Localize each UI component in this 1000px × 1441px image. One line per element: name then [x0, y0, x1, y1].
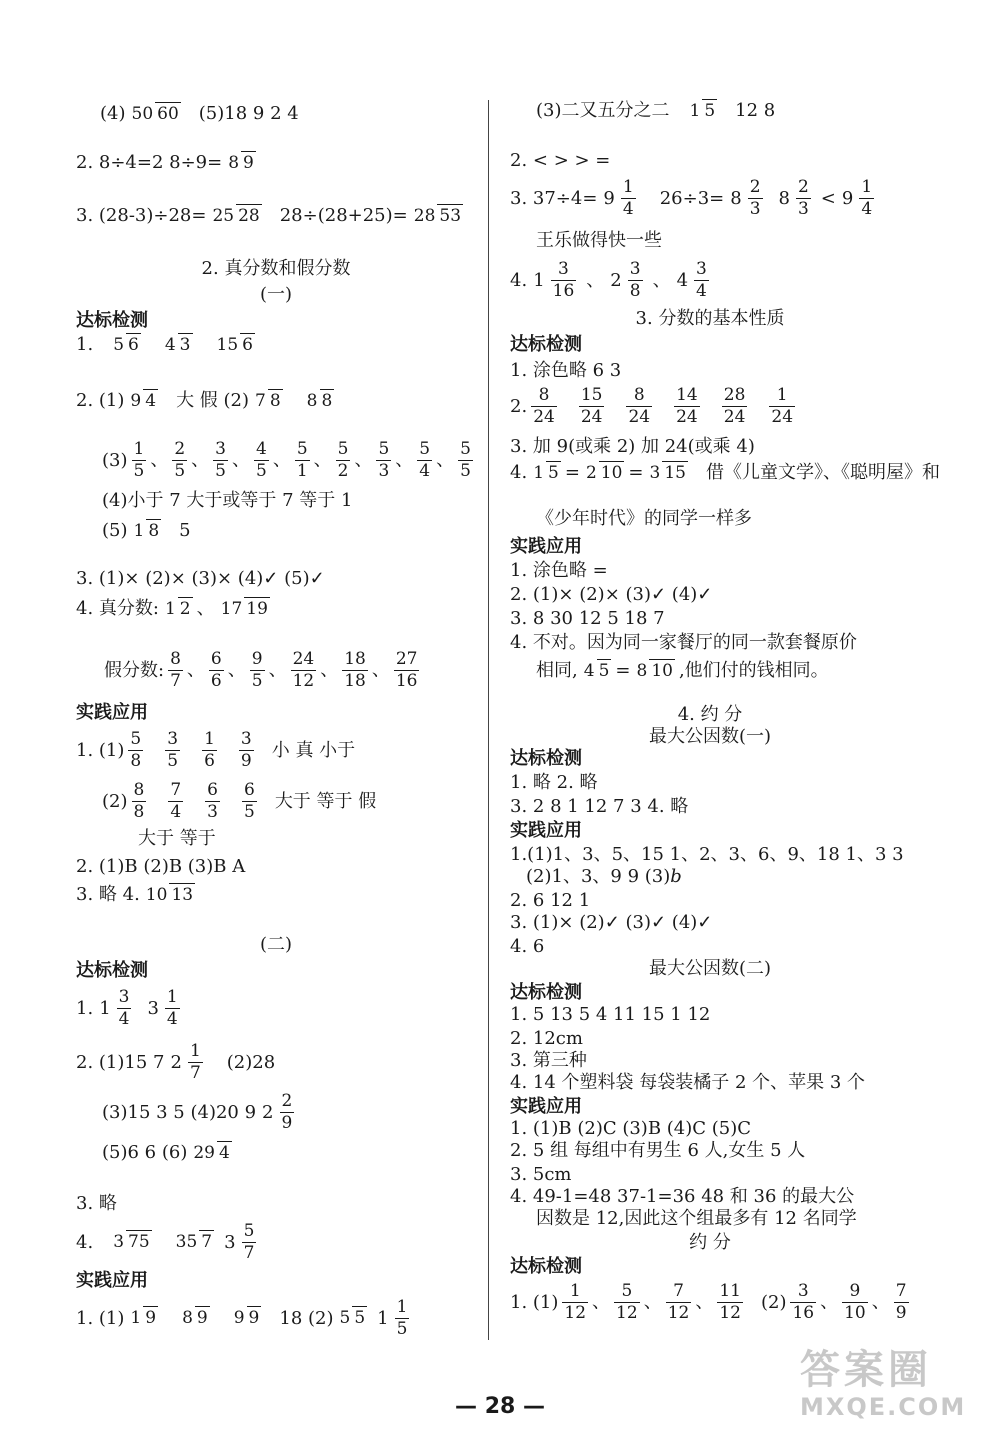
- fraction: 1 2: [164, 598, 191, 619]
- fraction-list: $\frac{3}{16}$ 、 $\frac{9}{10}$ 、 $\frac{7}{9}$: [792, 1281, 907, 1323]
- answer-line: 4. 3 75 35 7 3 $\frac{5}{7}$: [76, 1222, 266, 1263]
- answer-line: 3. (28-3)÷28= 25 28 28÷(28+25)= 28 53: [76, 205, 462, 226]
- heading-shijian: 实践应用: [76, 1270, 148, 1291]
- fraction: $\frac{7}{9}$: [895, 1281, 907, 1323]
- fraction: 8 9: [182, 1308, 208, 1328]
- section-title: 3. 分数的基本性质: [635, 308, 785, 329]
- fraction: $\frac{5}{8}$: [130, 729, 142, 771]
- fraction: 17 19: [220, 598, 268, 619]
- fraction: $\frac{7}{4}$: [170, 780, 182, 822]
- answer-line: 3. 加 9(或乘 2) 加 24(或乘 4): [510, 436, 755, 457]
- mixed-number: 1 $\frac{3}{16}$: [533, 259, 575, 301]
- fraction: 7 8: [255, 390, 281, 411]
- mixed-number: 2 $\frac{3}{8}$: [610, 259, 641, 301]
- answer-line: 2. $\frac{8}{24}$ $\frac{15}{24}$ $\frac{8}{24}$ $\frac{14}{24}$ $\frac{28}{24}$ $\frac{1}{24}$: [510, 386, 799, 427]
- fraction: 5 5: [339, 1308, 366, 1328]
- answer-line: 1. 略 2. 略: [510, 772, 598, 793]
- heading-shijian: 实践应用: [76, 702, 148, 723]
- fraction: 1 9: [130, 1308, 157, 1328]
- answer-line: 2. 6 12 1: [510, 890, 591, 911]
- fraction: 3 75: [113, 1232, 150, 1252]
- fraction: $\frac{1}{12}$: [564, 1281, 587, 1323]
- answer-line: 2. (1)15 7 2 $\frac{1}{7}$ (2)28: [76, 1041, 276, 1083]
- fraction: $\frac{5}{1}$: [296, 439, 308, 481]
- answer-line: (4) 50 60 (5)18 9 2 4: [100, 103, 299, 124]
- fraction: $\frac{6}{3}$: [207, 780, 218, 822]
- fraction: 4 5: [583, 660, 610, 681]
- fraction: $\frac{1}{6}$: [204, 729, 215, 771]
- fraction: 1 5: [533, 462, 559, 483]
- mixed-number: 3 $\frac{5}{7}$: [224, 1221, 255, 1263]
- answer-line: 《少年时代》的同学一样多: [536, 508, 752, 529]
- fraction: $\frac{3}{16}$: [792, 1281, 815, 1323]
- answer-line: 3. 5cm: [510, 1164, 572, 1185]
- answer-line: 3. (1)× (2)✓ (3)✓ (4)✓: [510, 912, 713, 933]
- mixed-number: 2 $\frac{2}{9}$: [262, 1091, 293, 1133]
- fraction: $\frac{3}{5}$: [167, 729, 179, 771]
- fraction-list: [124, 730, 257, 771]
- fraction: 8 9: [228, 152, 254, 173]
- fraction: $\frac{24}{12}$: [292, 649, 315, 691]
- answer-line: 1.(1)1、3、5、15 1、2、3、6、9、18 1、3 3: [510, 844, 904, 865]
- answer-line: 1. (1) $\frac{5}{8}$ $\frac{3}{5}$ $\frac{1}{6}$ $\frac{3}{9}$ 小 真 小于: [76, 729, 356, 771]
- answer-line: (5)6 6 (6) 29 4: [102, 1142, 230, 1163]
- fraction: 50 60: [131, 103, 179, 124]
- fraction: 9 4: [130, 390, 157, 411]
- answer-line: 因数是 12,因此这个组最多有 12 名同学: [536, 1208, 857, 1229]
- fraction-list: $\frac{1}{12}$ 、 $\frac{5}{12}$ 、 $\frac{7}{12}$ 、 $\frac{11}{12}$: [564, 1281, 741, 1323]
- answer-line: 1. (1)B (2)C (3)B (4)C (5)C: [510, 1118, 752, 1139]
- answer-line: 1. (1) $\frac{1}{12}$ 、 $\frac{5}{12}$ 、 $\frac{7}{12}$ 、 $\frac{11}{12}$ (2) $\frac{3}{16}$ 、 $\frac{9}{10}$ 、 $\frac{7}{9}$: [510, 1282, 913, 1323]
- left-column: [0, 0, 470, 1441]
- fraction: 8 10: [636, 660, 673, 681]
- fraction: 28 53: [413, 205, 462, 226]
- answer-line: 1. 1 $\frac{3}{4}$ 3 $\frac{1}{4}$: [76, 988, 190, 1029]
- answer-line: 大于 等于: [138, 828, 216, 849]
- fraction: $\frac{8}{8}$: [133, 780, 145, 822]
- fraction: $\frac{5}{3}$: [378, 439, 390, 481]
- fraction: $\frac{3}{9}$: [240, 729, 252, 771]
- heading-shijian: 实践应用: [510, 1096, 582, 1117]
- fraction: 4 3: [164, 334, 191, 355]
- subsection-title: (一): [259, 284, 293, 305]
- fraction: $\frac{5}{4}$: [419, 439, 431, 481]
- fraction: $\frac{2}{5}$: [174, 439, 186, 481]
- fraction-list: [128, 781, 261, 822]
- fraction: $\frac{9}{10}$: [844, 1281, 866, 1323]
- answer-line: 王乐做得快一些: [536, 230, 662, 251]
- section-title: 4. 约 分: [677, 704, 743, 725]
- fraction: $\frac{14}{24}$: [676, 385, 698, 427]
- fraction: $\frac{1}{5}$: [133, 439, 145, 481]
- answer-line: 2. < > > =: [510, 150, 611, 171]
- watermark-logo: 答案圈 MXQE.COM: [800, 1347, 967, 1421]
- heading-dabiao: 达标检测: [76, 960, 148, 981]
- mixed-number: 2 $\frac{1}{7}$: [170, 1041, 201, 1083]
- answer-line: 2. 8÷4=2 8÷9= 8 9: [76, 152, 254, 173]
- answer-line: (3)15 3 5 (4)20 9 2 $\frac{2}{9}$: [102, 1092, 304, 1133]
- answer-line: 4. 49-1=48 37-1=36 48 和 36 的最大公: [510, 1186, 855, 1207]
- answer-line: (2)1、3、9 9 (3) b: [526, 866, 682, 887]
- answer-line: (4)小于 7 大于或等于 7 等于 1: [102, 490, 353, 511]
- subsection-title: 最大公因数(一): [648, 726, 772, 747]
- answer-line: 4. 6: [510, 936, 545, 957]
- answer-line: 2. (1)B (2)B (3)B A: [76, 856, 246, 877]
- subsection-title: (二): [259, 934, 293, 955]
- fraction: $\frac{3}{5}$: [215, 439, 226, 481]
- mixed-number: 8 $\frac{2}{3}$: [730, 177, 761, 219]
- column-divider: [488, 100, 489, 1340]
- fraction: 15 6: [216, 334, 253, 355]
- fraction: $\frac{7}{12}$: [667, 1281, 690, 1323]
- fraction: $\frac{28}{24}$: [723, 385, 746, 427]
- answer-line: 3. (1)× (2)× (3)× (4)✓ (5)✓: [76, 568, 325, 589]
- answer-line: 1. 涂色略 =: [510, 560, 608, 581]
- fraction: 29 4: [193, 1142, 230, 1163]
- fraction: $\frac{6}{6}$: [210, 649, 222, 691]
- mixed-number: 8 $\frac{2}{3}$: [778, 177, 809, 219]
- fraction: 3 15: [649, 462, 686, 483]
- mixed-number: 9 $\frac{1}{4}$: [603, 177, 634, 219]
- mixed-number: 9 $\frac{1}{4}$: [841, 177, 873, 219]
- heading-shijian: 实践应用: [510, 820, 582, 841]
- fraction: $\frac{6}{5}$: [243, 780, 255, 822]
- answer-line: 3. 8 30 12 5 18 7: [510, 608, 665, 629]
- answer-line: (3)二又五分之二 1 5 12 8: [536, 100, 776, 121]
- section-title: 约 分: [689, 1232, 731, 1253]
- answer-line: 4. 1 5 = 2 10 = 3 15 借《儿童文学》、《聪明屋》和: [510, 462, 940, 483]
- mixed-number: 1 $\frac{3}{4}$: [99, 987, 130, 1029]
- fraction: 1 8: [133, 520, 160, 541]
- section-title: 2. 真分数和假分数: [201, 258, 351, 279]
- answer-line: 4. 1 $\frac{3}{16}$ 、 2 $\frac{3}{8}$ 、 4 $\frac{3}{4}$: [510, 260, 719, 301]
- heading-dabiao: 达标检测: [510, 334, 582, 355]
- answer-line: 3. 2 8 1 12 7 3 4. 略: [510, 796, 689, 817]
- heading-shijian: 实践应用: [510, 536, 582, 557]
- heading-dabiao: 达标检测: [510, 1256, 582, 1277]
- fraction: $\frac{9}{5}$: [251, 649, 263, 691]
- fraction-list: $\frac{1}{5}$ 、 $\frac{2}{5}$ 、 $\frac{3}{5}$ 、 $\frac{4}{5}$ 、 $\frac{5}{1}$ 、 $\frac{5}{2}$ 、 $\frac{5}{3}$ 、 $\frac{5}{4}$ 、 $\frac{5}{5}$: [133, 439, 471, 481]
- fraction: $\frac{8}{24}$: [628, 385, 651, 427]
- fraction: $\frac{5}{12}$: [616, 1281, 638, 1323]
- fraction: $\frac{8}{7}$: [170, 649, 181, 691]
- fraction: 25 28: [212, 205, 260, 226]
- mixed-number: 4 $\frac{3}{4}$: [676, 259, 707, 301]
- answer-line: 2. 5 组 每组中有男生 6 人,女生 5 人: [510, 1140, 806, 1161]
- fraction: $\frac{18}{18}$: [344, 649, 366, 691]
- answer-line: 假分数: $\frac{8}{7}$ 、 $\frac{6}{6}$ 、 $\frac{9}{5}$ 、 $\frac{24}{12}$ 、 $\frac{18}{18}$ 、 $\frac{27}{16}$: [104, 650, 423, 691]
- answer-line: 1. (1) 1 9 8 9 9 9 18 (2) 5 5 1 $\frac{1}{5}$: [76, 1298, 419, 1339]
- fraction: 2 10: [585, 462, 623, 483]
- fraction: $\frac{4}{5}$: [255, 439, 267, 481]
- answer-line: 3. 略: [76, 1193, 117, 1214]
- fraction: $\frac{1}{24}$: [771, 385, 794, 427]
- heading-dabiao: 达标检测: [510, 982, 582, 1003]
- subsection-title: 最大公因数(二): [648, 958, 772, 979]
- answer-line: 3. 第三种: [510, 1050, 587, 1071]
- fraction: $\frac{5}{5}$: [460, 439, 471, 481]
- heading-dabiao: 达标检测: [510, 748, 582, 769]
- fraction: $\frac{15}{24}$: [580, 385, 603, 427]
- fraction: $\frac{11}{12}$: [719, 1281, 741, 1323]
- fraction: 9 9: [233, 1308, 260, 1328]
- answer-line: (2) $\frac{8}{8}$ $\frac{7}{4}$ $\frac{6}{3}$ $\frac{6}{5}$ 大于 等于 假: [102, 780, 377, 822]
- page-number: — 28 —: [455, 1394, 545, 1419]
- answer-line: 2. (1) 9 4 大 假 (2) 7 8 8 8: [76, 390, 333, 411]
- fraction-list: [527, 386, 799, 427]
- answer-line: 2. 12cm: [510, 1028, 583, 1049]
- fraction: 5 6: [113, 334, 139, 355]
- fraction-list: $\frac{8}{7}$ 、 $\frac{6}{6}$ 、 $\frac{9}{5}$ 、 $\frac{24}{12}$ 、 $\frac{18}{18}$ 、 $\frac{27}{16}$: [170, 649, 418, 691]
- answer-line: 4. 不对。因为同一家餐厅的同一款套餐原价: [510, 632, 857, 653]
- answer-line: 1. 5 6 4 3 15 6: [76, 334, 253, 355]
- answer-line: 2. (1)× (2)× (3)✓ (4)✓: [510, 584, 713, 605]
- fraction: 35 7: [175, 1232, 213, 1252]
- answer-line: (5) 1 8 5: [102, 520, 191, 541]
- fraction: 1 5: [689, 100, 716, 121]
- heading-dabiao: 达标检测: [76, 310, 148, 331]
- answer-line: 1. 涂色略 6 3: [510, 360, 622, 381]
- fraction: $\frac{27}{16}$: [395, 649, 418, 691]
- answer-line: 4. 14 个塑料袋 每袋装橘子 2 个、苹果 3 个: [510, 1072, 866, 1093]
- mixed-number: 1 $\frac{1}{5}$: [377, 1297, 408, 1339]
- fraction: $\frac{5}{2}$: [337, 439, 349, 481]
- answer-line: (3) $\frac{1}{5}$ 、 $\frac{2}{5}$ 、 $\frac{3}{5}$ 、 $\frac{4}{5}$ 、 $\frac{5}{1}$ 、 $\frac{5}{2}$ 、 $\frac{5}{3}$ 、 $\frac{5}{4}$ 、 $\frac{5}{5}$: [102, 440, 477, 481]
- answer-line: 相同, 4 5 = 8 10 ,他们付的钱相同。: [536, 660, 829, 681]
- answer-line: 3. 略 4. 10 13: [76, 884, 194, 905]
- fraction: $\frac{8}{24}$: [533, 385, 555, 427]
- fraction: 10 13: [145, 884, 194, 905]
- answer-line: 1. 5 13 5 4 11 15 1 12: [510, 1004, 711, 1025]
- answer-line: 3. 37÷4= 9 $\frac{1}{4}$ 26÷3= 8 $\frac{2}{3}$ 8 $\frac{2}{3}$ < 9 $\frac{1}{4}$: [510, 178, 884, 219]
- answer-line: 4. 真分数: 1 2 、 17 19: [76, 598, 268, 619]
- mixed-number: 3 $\frac{1}{4}$: [147, 987, 178, 1029]
- fraction: 8 8: [306, 390, 333, 411]
- right-column: [500, 0, 1000, 1441]
